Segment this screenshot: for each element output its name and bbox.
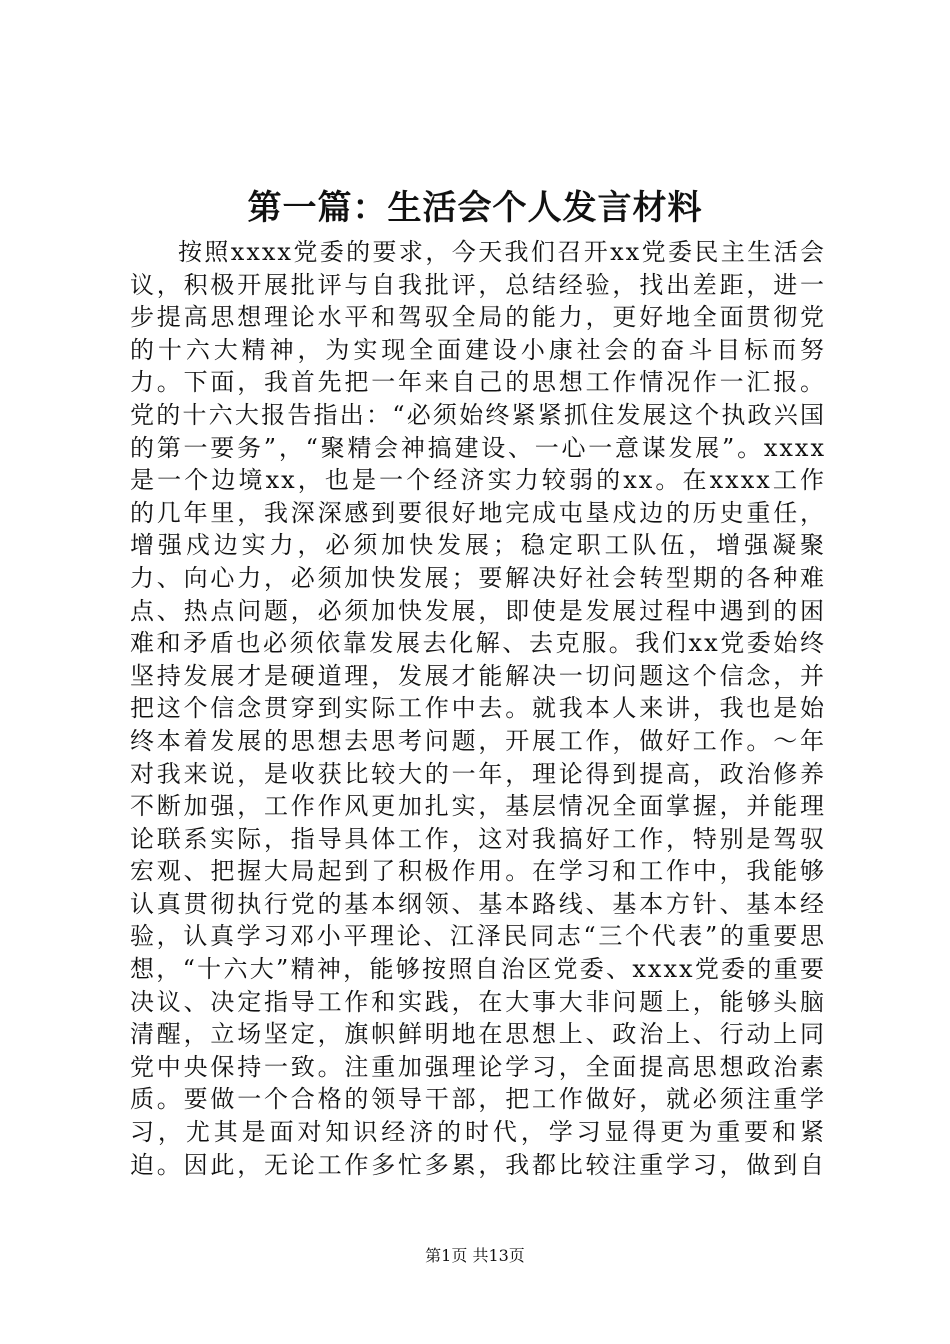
document-title: 第一篇：生活会个人发言材料 — [247, 188, 703, 228]
document-body: 按照xxxx党委的要求，今天我们召开xx党委民主生活会议，积极开展批评与自我批评，总结经验，找出差距，进一步提高思想理论水平和驾驭全局的能力，更好地全面贯彻党的十六大精神，为实现全面建设小康社会的奋斗目标而努力。下面，我首先把一年来自己的思想工作情况作一汇报。党的十六大报告指出：“必须始终紧紧抓住发展这个执政兴国的第一要务”，“聚精会神搞建设、一心一意谋发展”。xxxx是一个边境xx，也是一个经济实力较弱的xx。在xxxx工作的几年里，我深深感到要很好地完成屯垦戍边的历史重任，增强戍边实力，必须加快发展；稳定职工队伍，增强凝聚力、向心力，必须加快发展；要解决好社会转型期的各种难点、热点问题，必须加快发展，即使是发展过程中遇到的困难和矛盾也必须依靠发展去化解、去克服。我们xx党委始终坚持发展才是硬道理，发展才能解决一切问题这个信念，并把这个信念贯穿到实际工作中去。就我本人来讲，我也是始终本着发展的思想去思考问题，开展工作，做好工作。～年对我来说，是收获比较大的一年，理论得到提高，政治修养不断加强，工作作风更加扎实，基层情况全面掌握，并能理论联系实际，指导具体工作，这对我搞好工作，特别是驾驭宏观、把握大局起到了积极作用。在学习和工作中，我能够认真贯彻执行党的基本纲领、基本路线、基本方针、基本经验，认真学习邓小平理论、江泽民同志“三个代表”的重要思想，“十六大”精神，能够按照自治区党委、xxxx党委的重要决议、决定指导工作和实践，在大事大非问题上，能够头脑清醒，立场坚定，旗帜鲜明地在思想上、政治上、行动上同党中央保持一致。注重加强理论学习，全面提高思想政治素质。要做一个合格的领导干部，把工作做好，就必须注重学习，尤其是面对知识经济的时代，学习显得更为重要和紧迫。因此，无论工作多忙多累，我都比较注重学习，做到自 — [130, 238, 826, 1179]
page-footer: 第1页 共13页 — [425, 1246, 525, 1265]
